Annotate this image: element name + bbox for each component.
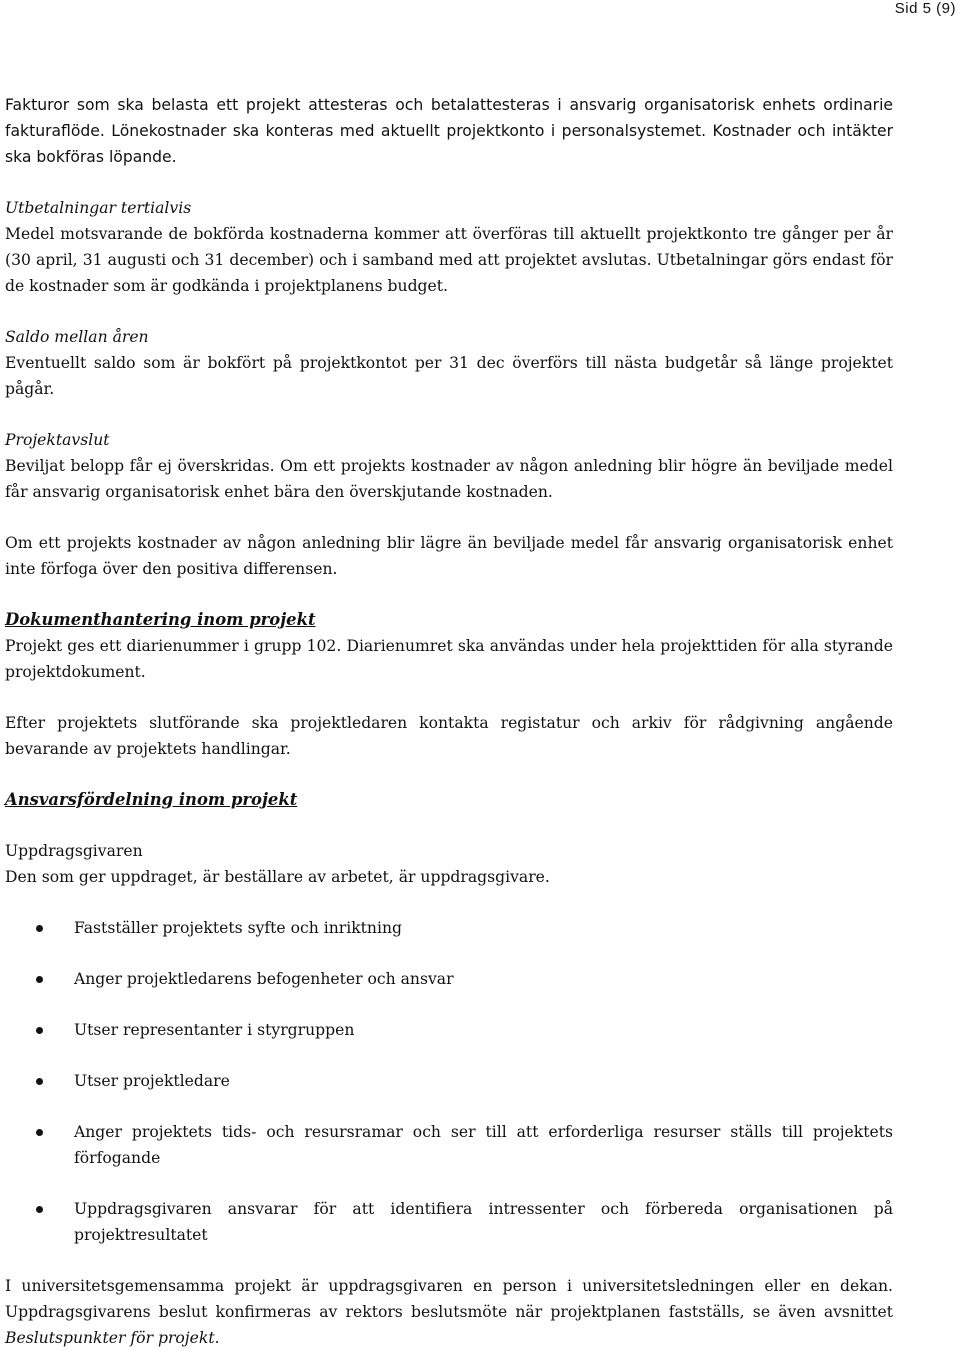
bullet-icon [36,925,43,932]
archive-paragraph: Efter projektets slutförande ska projektledaren kontakta registatur och arkiv för rådgivning angående bevarande av projektets handlingar. [5,714,893,758]
list-item [5,1068,893,1094]
closure-title: Projektavslut [5,431,110,449]
list-item [5,1196,893,1248]
balance-section [5,324,893,402]
lower-costs-paragraph: Om ett projekts kostnader av någon anledning blir lägre än beviljade medel får ansvarig organisatorisk enhet inte förfoga över den positiva differensen. [5,534,893,578]
client-body: Den som ger uppdraget, är beställare av arbetet, är uppdragsgivare. [5,868,550,886]
client-section [5,838,893,890]
doc-section [5,607,893,685]
list-item-text: Anger projektets tids- och resursramar och ser till att erforderliga resurser ställs till projektets förfogande [74,1123,893,1167]
bullet-icon [36,976,43,983]
bullet-icon [36,1129,43,1136]
bullet-icon [36,1078,43,1085]
list-item [5,966,893,992]
section-reference: Beslutspunkter för projekt [5,1329,215,1347]
closure-section [5,427,893,505]
responsibility-heading-block [5,787,893,813]
list-item-text: Utser projektledare [74,1072,230,1090]
balance-body: Eventuellt saldo som är bokfört på projektkontot per 31 dec överförs till nästa budgetår så länge projektet pågår. [5,354,893,398]
list-item-text: Anger projektledarens befogenheter och ansvar [74,970,454,988]
list-item [5,1017,893,1043]
doc-body: Projekt ges ett diarienummer i grupp 102. Diarienumret ska användas under hela projekttiden för alla styrande projektdokument. [5,637,893,681]
payouts-section [5,195,893,299]
responsibility-heading: Ansvarsfördelning inom projekt [5,790,298,809]
list-item [5,915,893,941]
document-body [5,92,893,1351]
client-duties-list [5,915,893,1248]
final-period: . [214,1329,220,1347]
final-paragraph [5,1273,893,1351]
doc-heading: Dokumenthantering inom projekt [5,610,316,629]
payouts-title: Utbetalningar tertialvis [5,199,192,217]
payouts-body: Medel motsvarande de bokförda kostnaderna kommer att överföras till aktuellt projektkonto tre gånger per år (30 april, 31 augusti och 31 december) och i samband med att projektet avslutas. Utbetalningar görs endast för de kostnader som är godkända i projektplanens budget. [5,225,893,295]
list-item-text: Fastställer projektets syfte och inriktning [74,919,402,937]
page-number: Sid 5 (9) [894,0,956,17]
bullet-icon [36,1206,43,1213]
list-item-text: Utser representanter i styrgruppen [74,1021,355,1039]
invoices-paragraph: Fakturor som ska belasta ett projekt attesteras och betalattesteras i ansvarig organisatorisk enhets ordinarie fakturaflöde. Lönekostnader ska konteras med aktuellt projektkonto i personalsystemet. Kostnader och intäkter ska bokföras löpande. [5,96,893,166]
closure-body: Beviljat belopp får ej överskridas. Om ett projekts kostnader av någon anledning blir högre än beviljade medel får ansvarig organisatorisk enhet bära den överskjutande kostnaden. [5,457,893,501]
balance-title: Saldo mellan åren [5,328,149,346]
client-title: Uppdragsgivaren [5,842,143,860]
final-text: I universitetsgemensamma projekt är uppdragsgivaren en person i universitetsledningen eller en dekan. Uppdragsgivarens beslut konfirmeras av rektors beslutsmöte när projektplanen fastställs, se även avsnittet [5,1277,893,1321]
bullet-icon [36,1027,43,1034]
list-item-text: Uppdragsgivaren ansvarar för att identifiera intressenter och förbereda organisationen på projektresultatet [74,1200,893,1244]
list-item [5,1119,893,1171]
